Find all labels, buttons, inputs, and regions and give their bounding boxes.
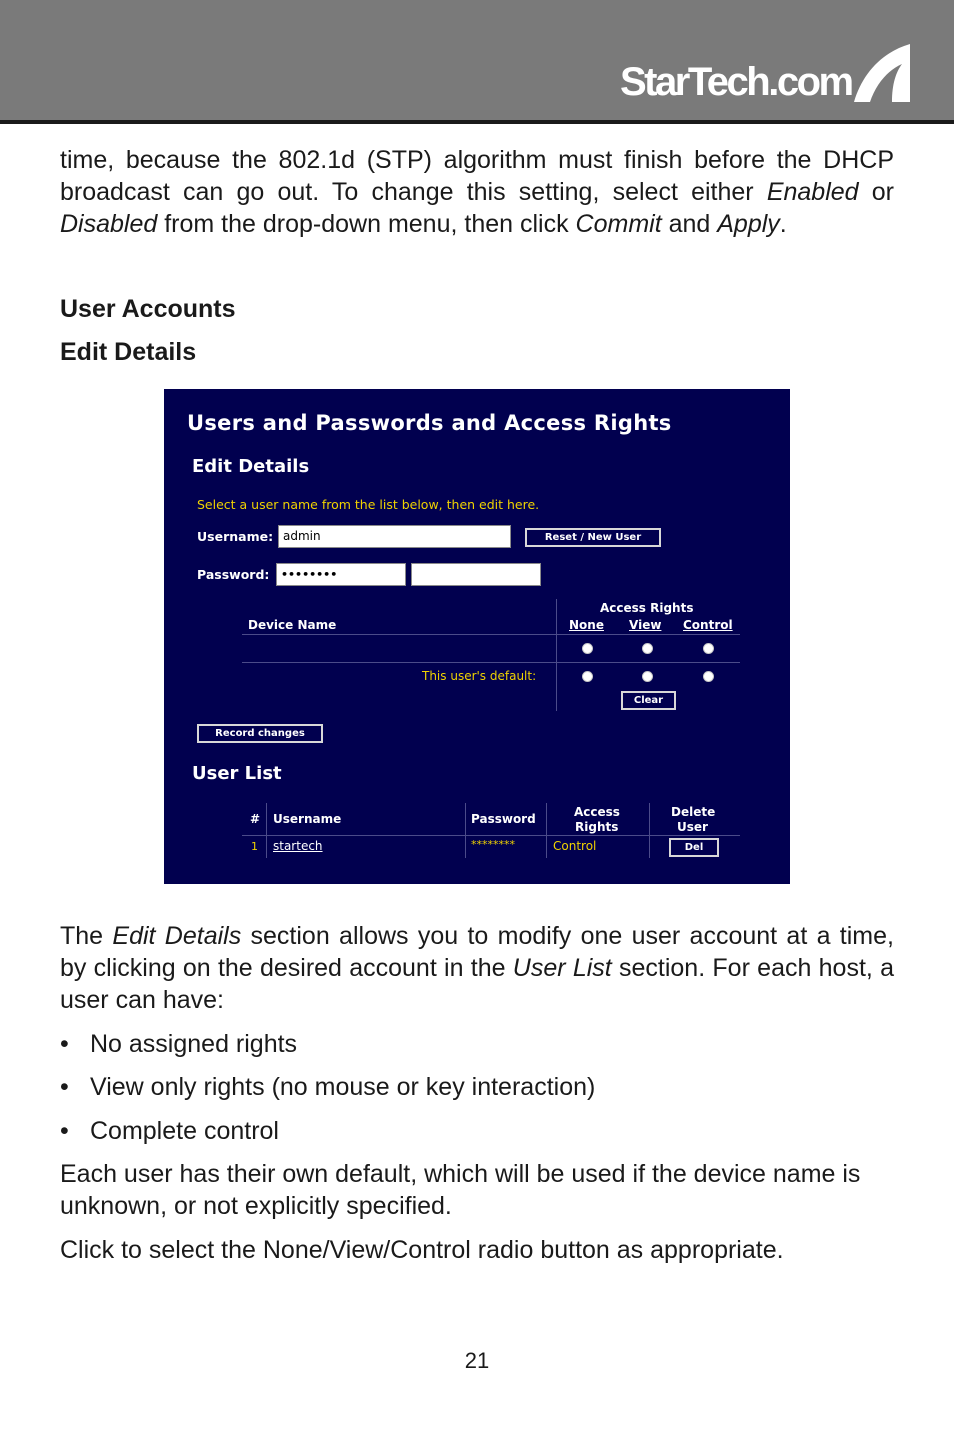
user-list-divider-3 — [546, 803, 547, 858]
intro-text-4: and — [661, 210, 718, 238]
startech-swoosh-logo-icon — [852, 44, 910, 102]
intro-enabled: Enabled — [766, 178, 859, 206]
table-row-rule — [242, 662, 740, 663]
bullet-dot-icon: • — [60, 1073, 69, 1101]
view-link[interactable]: View — [629, 618, 662, 632]
startech-logo — [620, 44, 910, 104]
bullet-dot-icon: • — [60, 1117, 69, 1145]
row-password: ******** — [471, 838, 515, 851]
col-username-header: Username — [273, 812, 342, 826]
intro-text-3: from the drop-down menu, then click — [157, 210, 576, 238]
header-rule — [0, 120, 954, 124]
bullet-item — [60, 1028, 297, 1060]
access-rights-screenshot — [164, 389, 790, 884]
body2-user-list: User List — [512, 954, 612, 982]
device-view-radio[interactable] — [642, 643, 653, 654]
heading-user-accounts: User Accounts — [60, 295, 236, 323]
col-delete-header-2: User — [677, 820, 708, 834]
users-default-label: This user's default: — [422, 669, 537, 683]
user-list-header-rule — [242, 835, 740, 836]
none-link[interactable]: None — [569, 618, 604, 632]
bullet-text: View only rights (no mouse or key interaction) — [90, 1073, 596, 1101]
table-header-rule — [242, 634, 740, 635]
user-list-title: User List — [192, 763, 282, 784]
username-input[interactable]: admin — [278, 525, 511, 548]
intro-apply: Apply — [717, 210, 780, 238]
bullet-text: Complete control — [90, 1117, 279, 1145]
intro-text-2: or — [858, 178, 894, 206]
user-list-divider-1 — [266, 803, 267, 858]
default-control-radio[interactable] — [703, 671, 714, 682]
panel-title: Users and Passwords and Access Rights — [187, 411, 672, 435]
access-rights-header: Access Rights — [600, 601, 694, 615]
col-access-header-2: Rights — [575, 820, 619, 834]
username-label: Username: — [197, 529, 274, 544]
row-username-link[interactable]: startech — [273, 839, 323, 853]
default-view-radio[interactable] — [642, 671, 653, 682]
access-rights-divider — [556, 599, 557, 711]
bullet-dot-icon: • — [60, 1030, 69, 1058]
col-num-header: # — [250, 812, 261, 826]
body2-text-2: section allows you to modify one user account at a time, by clicking on the desired account in the — [60, 922, 894, 982]
password-label: Password: — [197, 567, 270, 582]
brand-name: StarTech.com — [620, 60, 852, 104]
reset-new-user-button[interactable]: Reset / New User — [525, 528, 661, 547]
intro-disabled: Disabled — [60, 210, 158, 238]
default-none-radio[interactable] — [582, 671, 593, 682]
row-num: 1 — [251, 840, 258, 853]
intro-paragraph — [60, 144, 894, 240]
user-list-divider-2 — [465, 803, 466, 858]
control-link[interactable]: Control — [683, 618, 733, 632]
edit-hint: Select a user name from the list below, then edit here. — [197, 497, 540, 512]
intro-commit: Commit — [575, 210, 662, 238]
clear-button[interactable]: Clear — [621, 691, 676, 710]
page-number: 21 — [464, 1348, 490, 1373]
password-input[interactable]: •••••••• — [276, 563, 406, 586]
heading-edit-details: Edit Details — [60, 338, 197, 366]
col-access-header-1: Access — [574, 805, 620, 819]
bullet-item — [60, 1115, 279, 1147]
body2-edit-details: Edit Details — [112, 922, 242, 950]
row-access: Control — [553, 839, 597, 853]
device-control-radio[interactable] — [703, 643, 714, 654]
body2-text-3: section. For each host, a user can have: — [60, 954, 894, 1014]
device-none-radio[interactable] — [582, 643, 593, 654]
user-list-divider-4 — [649, 803, 650, 858]
device-name-header: Device Name — [248, 618, 337, 632]
password-confirm-input[interactable] — [411, 563, 541, 586]
default-paragraph: Each user has their own default, which will be used if the device name is unknown, or not explicitly specified. — [60, 1160, 861, 1220]
col-password-header: Password — [471, 812, 536, 826]
bullet-item — [60, 1071, 595, 1103]
col-delete-header-1: Delete — [671, 805, 716, 819]
intro-text-1: time, because the 802.1d (STP) algorithm must finish before the DHCP broadcast can go out. To change this setting, select either — [60, 146, 894, 206]
del-user-button[interactable]: Del — [669, 838, 719, 857]
body2-text-1: The — [60, 922, 113, 950]
intro-text-5: . — [779, 210, 787, 238]
record-changes-button[interactable]: Record changes — [197, 724, 323, 743]
edit-details-title: Edit Details — [192, 456, 310, 477]
bullet-text: No assigned rights — [90, 1030, 298, 1058]
edit-details-paragraph — [60, 920, 894, 1016]
radio-paragraph: Click to select the None/View/Control radio button as appropriate. — [60, 1236, 784, 1264]
